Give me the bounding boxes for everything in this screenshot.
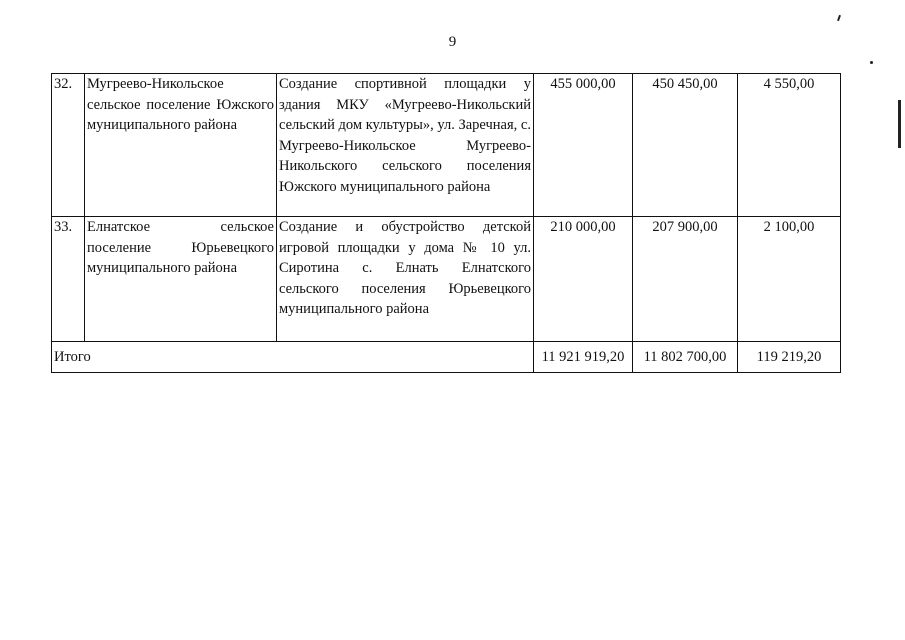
recipient-cell: Елнатское сельское поселение Юрьевецкого муниципального района <box>85 217 277 342</box>
table-row <box>52 217 841 342</box>
totals-amount-cell: 11 921 919,20 <box>534 342 633 373</box>
totals-row <box>52 342 841 373</box>
amount-col2-cell: 207 900,00 <box>633 217 738 342</box>
subsidy-table <box>51 73 841 373</box>
total-amount-cell: 455 000,00 <box>534 74 633 217</box>
purpose-cell: Создание спортивной площадки у здания МКУ «Мугреево-Никольский сельский дом культуры», ул. Заречная, с. Мугреево-Никольское Мугреево-Никольского сельского поселения Южского муниципального района <box>277 74 534 217</box>
page-number: 9 <box>448 34 457 50</box>
amount-col2-cell: 450 450,00 <box>633 74 738 217</box>
table-row <box>52 74 841 217</box>
row-number: 33. <box>52 217 85 342</box>
scan-artifact-bar <box>898 100 901 148</box>
recipient-cell: Мугреево-Никольское сельское поселение Южского муниципального района <box>85 74 277 217</box>
totals-col2-cell: 11 802 700,00 <box>633 342 738 373</box>
row-number: 32. <box>52 74 85 217</box>
amount-col3-cell: 4 550,00 <box>738 74 841 217</box>
totals-col3-cell: 119 219,20 <box>738 342 841 373</box>
total-amount-cell: 210 000,00 <box>534 217 633 342</box>
purpose-cell: Создание и обустройство детской игровой площадки у дома № 10 ул. Сиротина с. Елнать Елнатского сельского поселения Юрьевецкого муниципального района <box>277 217 534 342</box>
scan-artifact-tick <box>837 15 841 21</box>
amount-col3-cell: 2 100,00 <box>738 217 841 342</box>
scan-artifact-dot <box>870 61 873 64</box>
totals-label: Итого <box>52 342 534 373</box>
